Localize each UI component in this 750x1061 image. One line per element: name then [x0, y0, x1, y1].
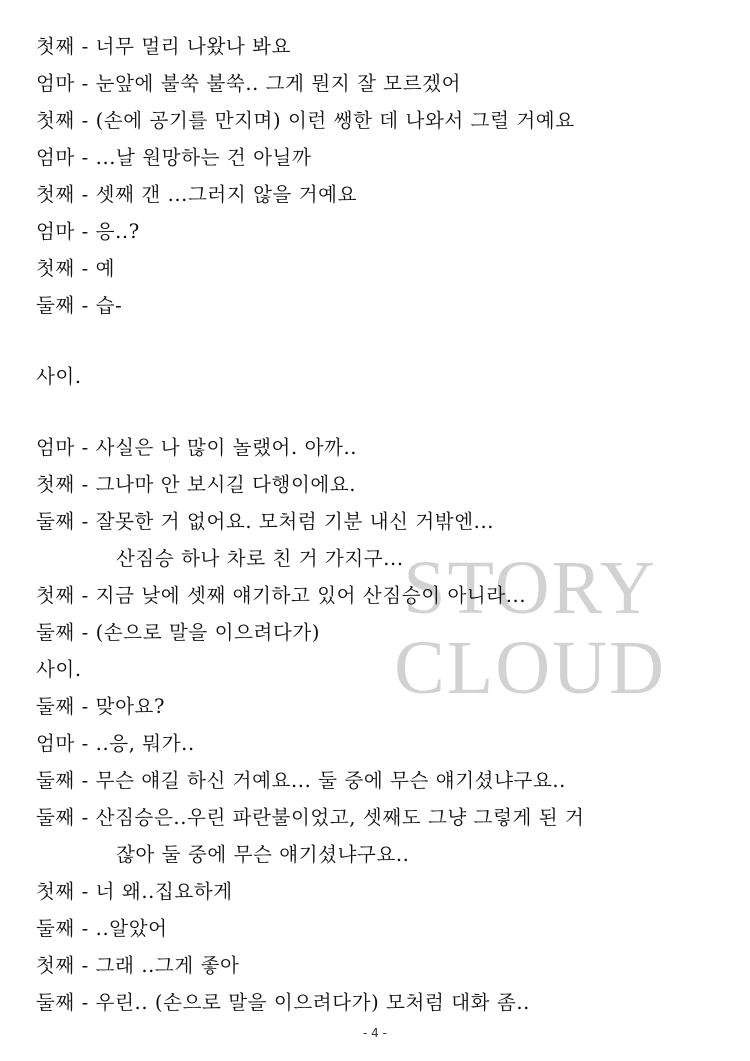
dialogue-line: 엄마 - ...날 원망하는 건 아닐까 — [36, 146, 312, 169]
page-number: - 4 - — [363, 1026, 387, 1040]
dialogue-line: 엄마 - 응..? — [36, 220, 140, 243]
stage-direction: 사이. — [36, 365, 82, 388]
dialogue-continuation: 산짐승 하나 차로 친 거 가지구... — [116, 547, 404, 570]
dialogue-line: 둘째 - (손으로 말을 이으려다가) — [36, 621, 321, 644]
dialogue-line: 엄마 - ..응, 뭐가.. — [36, 732, 195, 755]
dialogue-line: 둘째 - 우린.. (손으로 말을 이으려다가) 모처럼 대화 좀.. — [36, 991, 530, 1014]
watermark-line-2: CLOUD — [394, 626, 666, 710]
stage-direction: 사이. — [36, 658, 82, 681]
dialogue-line: 첫째 - 예 — [36, 257, 116, 280]
dialogue-line: 첫째 - 그나마 안 보시길 다행이에요. — [36, 473, 357, 496]
dialogue-line: 둘째 - 산짐승은..우린 파란불이었고, 셋째도 그냥 그렇게 된 거 — [36, 806, 585, 829]
dialogue-line: 둘째 - 잘못한 거 없어요. 모처럼 기분 내신 거밖엔... — [36, 510, 495, 533]
dialogue-line: 둘째 - 무슨 얘길 하신 거예요... 둘 중에 무슨 얘기셨냐구요.. — [36, 769, 566, 792]
dialogue-continuation: 잖아 둘 중에 무슨 얘기셨냐구요.. — [116, 843, 410, 866]
dialogue-line: 첫째 - 너 왜..집요하게 — [36, 880, 233, 903]
dialogue-line: 첫째 - (손에 공기를 만지며) 이런 쌩한 데 나와서 그럴 거예요 — [36, 109, 575, 132]
dialogue-line: 둘째 - ..알았어 — [36, 917, 168, 940]
dialogue-line: 엄마 - 눈앞에 불쑥 불쑥.. 그게 뭔지 잘 모르겠어 — [36, 72, 462, 95]
dialogue-line: 첫째 - 그래 ..그게 좋아 — [36, 954, 240, 977]
watermark-line-1: STORY — [403, 546, 657, 630]
dialogue-line: 엄마 - 사실은 나 많이 놀랬어. 아까.. — [36, 436, 358, 459]
dialogue-line: 첫째 - 너무 멀리 나왔나 봐요 — [36, 35, 291, 58]
dialogue-line: 둘째 - 습- — [36, 294, 123, 317]
dialogue-line: 첫째 - 셋째 갠 ...그러지 않을 거예요 — [36, 183, 358, 206]
story-cloud-watermark — [370, 548, 690, 708]
dialogue-line: 둘째 - 맞아요? — [36, 695, 166, 718]
dialogue-line: 첫째 - 지금 낮에 셋째 얘기하고 있어 산짐승이 아니라... — [36, 584, 527, 607]
